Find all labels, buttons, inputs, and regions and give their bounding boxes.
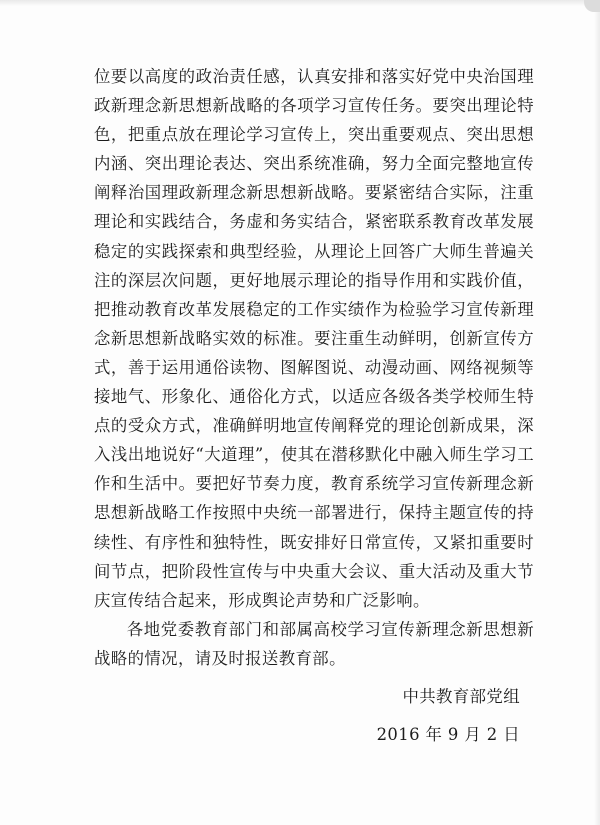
scan-shadow-right: [594, 0, 600, 825]
body-paragraph-closing: 各地党委教育部门和部属高校学习宣传新理念新思想新战略的情况，请及时报送教育部。: [94, 619, 534, 668]
document-body: [94, 62, 534, 673]
scan-shadow-top: [0, 0, 600, 6]
body-paragraph-continued: 位要以高度的政治责任感，认真安排和落实好党中央治国理政新理念新思想新战略的各项学习宣传任务。要突出理论特色，把重点放在理论学习宣传上，突出重要观点、突出思想内涵、突出理论表达、突出系统准确，努力全面完整地宣传阐释治国理政新理念新思想新战略。要紧密结合实际，注重理论和实践结合，务虚和务实结合，紧密联系教育改革发展稳定的实践探索和典型经验，从理论上回答广大师生普遍关注的深层次问题，更好地展示理论的指导作用和实践价值，把推动教育改革发展稳定的工作实绩作为检验学习宣传新理念新思想新战略实效的标准。要注重生动鲜明，创新宣传方式，善于运用通俗读物、图解图说、动漫动画、网络视频等接地气、形象化、通俗化方式，以适应各级各类学校师生特点的受众方式，准确鲜明地宣传阐释党的理论创新成果，深入浅出地说好“大道理”，使其在潜移默化中融入师生学习工作和生活中。要把好节奏力度，教育系统学习宣传新理念新思想新战略工作按照中央统一部署进行，保持主题宣传的持续性、有序性和独特性，既安排好日常宣传，又紧扣重要时间节点，把阶段性宣传与中央重大会议、重大活动及重大节庆宣传结合起来，形成舆论声势和广泛影响。: [94, 67, 534, 610]
page-corner: [584, 0, 600, 12]
signature-date: 2016 年 9 月 2 日: [376, 725, 520, 744]
signature-organization: 中共教育部党组: [402, 687, 520, 706]
signature-block: [377, 682, 520, 749]
